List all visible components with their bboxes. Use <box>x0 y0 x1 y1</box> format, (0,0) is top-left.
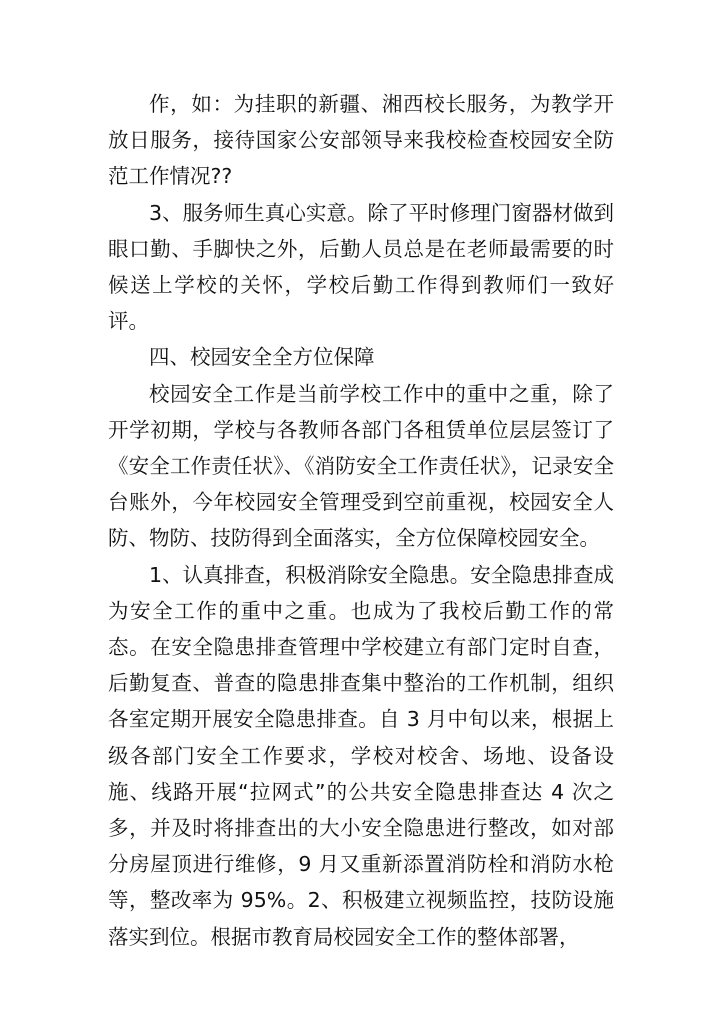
paragraph-service-work-continued: 作，如：为挂职的新疆、湘西校长服务，为教学开放日服务，接待国家公安部领导来我校检查校园安全防范工作情况?? <box>108 92 614 189</box>
section-heading-campus-safety: 四、校园安全全方位保障 <box>149 345 375 370</box>
document-body <box>108 86 614 955</box>
paragraph-service-teachers-students: 3、服务师生真心实意。除了平时修理门窗器材做到眼口勤、手脚快之外，后勤人员总是在老师最需要的时候送上学校的关怀，学校后勤工作得到教师们一致好评。 <box>108 200 614 334</box>
paragraph-campus-safety-overview: 校园安全工作是当前学校工作中的重中之重，除了开学初期，学校与各教师各部门各租赁单位层层签订了《安全工作责任状》、《消防安全工作责任状》，记录安全台账外，今年校园安全管理受到空前重视，校园安全人防、物防、技防得到全面落实，全方位保障校园安全。 <box>108 381 614 551</box>
paragraph-hazard-inspection: 1、认真排查，积极消除安全隐患。安全隐患排查成为安全工作的重中之重。也成为了我校后勤工作的常态。在安全隐患排查管理中学校建立有部门定时自查，后勤复查、普查的隐患排查集中整治的工作机制，组织各室定期开展安全隐患排查。自 3 月中旬以来，根据上级各部门安全工作要求，学校对校舍、场地、设备设施、线路开展“拉网式”的公共安全隐患排查达 4 次之多，并及时将排查出的大小安全隐患进行整改，如对部分房屋顶进行维修，9 月又重新添置消防栓和消防水枪等，整改率为 95%。2、积极建立视频监控，技防设施落实到位。根据市教育局校园安全工作的整体部署， <box>108 562 614 949</box>
